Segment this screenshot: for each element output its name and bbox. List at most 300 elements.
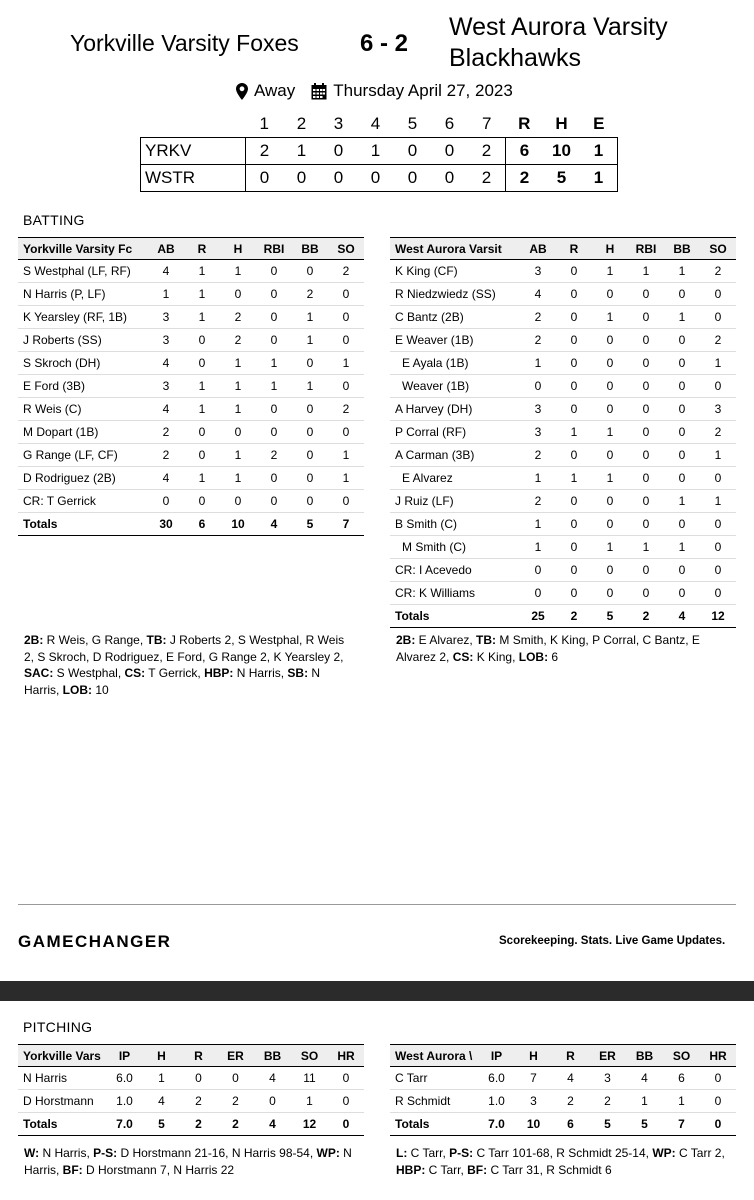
stat-column-header: RBI xyxy=(628,238,664,260)
note-value: 6 xyxy=(548,649,559,664)
stat-cell: 0 xyxy=(556,352,592,375)
stat-cell: 0 xyxy=(184,421,220,444)
batting-row xyxy=(390,352,736,375)
note-key: WP: xyxy=(316,1146,340,1160)
player-name: M Dopart (1B) xyxy=(18,421,148,444)
stat-cell: 1 xyxy=(184,467,220,490)
stat-column-header: H xyxy=(592,238,628,260)
totals-label: Totals xyxy=(390,605,520,628)
player-name: E Ford (3B) xyxy=(18,375,148,398)
team-column-header: Yorkville Varsity Fc xyxy=(18,238,148,260)
stat-cell: 0 xyxy=(556,306,592,329)
stat-cell: 6.0 xyxy=(106,1067,143,1090)
stat-cell: 1 xyxy=(256,352,292,375)
linescore-row-home xyxy=(141,138,618,165)
totals-label: Totals xyxy=(390,1113,478,1136)
stat-cell: 1 xyxy=(556,421,592,444)
pitching-header-row xyxy=(390,1045,736,1067)
game-meta xyxy=(236,81,513,101)
stat-cell: 1 xyxy=(520,352,556,375)
player-name: Weaver (1B) xyxy=(390,375,520,398)
player-name: P Corral (RF) xyxy=(390,421,520,444)
player-name: CR: K Williams xyxy=(390,582,520,605)
stat-cell: 0 xyxy=(184,444,220,467)
totals-cell: 7 xyxy=(328,513,364,536)
stat-cell: 0 xyxy=(328,421,364,444)
stat-cell: 0 xyxy=(628,444,664,467)
player-name: CR: I Acevedo xyxy=(390,559,520,582)
stat-cell: 0 xyxy=(254,1090,291,1113)
stat-cell: 1 xyxy=(700,352,736,375)
stat-cell: 0 xyxy=(556,513,592,536)
stat-cell: 0 xyxy=(556,582,592,605)
batting-row xyxy=(390,398,736,421)
stat-column-header: HR xyxy=(700,1045,736,1067)
stat-cell: 3 xyxy=(520,398,556,421)
stat-cell: 1 xyxy=(664,536,700,559)
linescore-inning: 2 xyxy=(246,138,284,165)
batting-row xyxy=(390,536,736,559)
stat-cell: 0 xyxy=(556,329,592,352)
player-name: C Bantz (2B) xyxy=(390,306,520,329)
batting-header-row xyxy=(18,238,364,260)
stat-cell: 2 xyxy=(552,1090,589,1113)
stat-cell: 0 xyxy=(328,375,364,398)
note-key: W: xyxy=(24,1146,40,1160)
totals-row xyxy=(390,605,736,628)
note-value: R Weis, G Range, xyxy=(43,633,147,647)
player-name: S Skroch (DH) xyxy=(18,352,148,375)
stat-cell: 0 xyxy=(628,306,664,329)
stat-cell: 1 xyxy=(592,467,628,490)
pitching-header-row xyxy=(18,1045,364,1067)
stat-cell: 0 xyxy=(628,559,664,582)
note-value: D Horstmann 21-16, N Harris 98-54, xyxy=(117,1146,317,1160)
player-name: K Yearsley (RF, 1B) xyxy=(18,306,148,329)
stat-column-header: SO xyxy=(663,1045,700,1067)
stat-cell: 1 xyxy=(292,306,328,329)
batting-row xyxy=(390,582,736,605)
stat-cell: 2 xyxy=(589,1090,626,1113)
player-name: B Smith (C) xyxy=(390,513,520,536)
stat-cell: 0 xyxy=(184,490,220,513)
stat-cell: 1 xyxy=(292,375,328,398)
stat-cell: 0 xyxy=(217,1067,254,1090)
note-value: C Tarr 2, xyxy=(675,1146,725,1160)
totals-cell: 25 xyxy=(520,605,556,628)
linescore-inning: 0 xyxy=(431,165,468,192)
linescore-inning: 2 xyxy=(468,165,506,192)
stat-cell: 0 xyxy=(628,375,664,398)
totals-cell: 5 xyxy=(626,1113,663,1136)
gamechanger-tagline: Scorekeeping. Stats. Live Game Updates. xyxy=(499,935,726,947)
note-value: S Westphal, xyxy=(53,666,125,680)
pitching-row xyxy=(390,1067,736,1090)
batting-row xyxy=(18,467,364,490)
location-pin-icon xyxy=(236,83,248,100)
stat-cell: 1 xyxy=(220,352,256,375)
stat-cell: 7 xyxy=(515,1067,552,1090)
stat-cell: 2 xyxy=(700,329,736,352)
hits-header: H xyxy=(555,114,568,133)
linescore-inning: 0 xyxy=(320,138,357,165)
stat-cell: 4 xyxy=(520,283,556,306)
player-name: R Niedzwiedz (SS) xyxy=(390,283,520,306)
stat-cell: 1 xyxy=(592,306,628,329)
linescore-team: WSTR xyxy=(141,165,246,192)
batting-row xyxy=(18,398,364,421)
stat-cell: 4 xyxy=(254,1067,291,1090)
stat-cell: 3 xyxy=(148,329,184,352)
note-value: C Tarr, xyxy=(425,1162,468,1177)
totals-cell: 6 xyxy=(184,513,220,536)
stat-cell: 0 xyxy=(556,398,592,421)
stat-cell: 4 xyxy=(143,1090,180,1113)
note-value: C Tarr 101-68, R Schmidt 25-14, xyxy=(473,1146,653,1160)
totals-cell: 2 xyxy=(180,1113,217,1136)
linescore-inning: 1 xyxy=(283,138,320,165)
stat-cell: 4 xyxy=(626,1067,663,1090)
stat-cell: 1 xyxy=(184,375,220,398)
totals-cell: 5 xyxy=(143,1113,180,1136)
note-key: LOB: xyxy=(518,649,549,664)
linescore-table xyxy=(140,111,618,192)
linescore-inning: 0 xyxy=(283,165,320,192)
totals-cell: 2 xyxy=(628,605,664,628)
stat-cell: 1 xyxy=(184,306,220,329)
stat-column-header: RBI xyxy=(256,238,292,260)
stat-cell: 1 xyxy=(291,1090,328,1113)
stat-cell: 3 xyxy=(148,375,184,398)
player-name: R Weis (C) xyxy=(18,398,148,421)
stat-column-header: SO xyxy=(700,238,736,260)
stat-cell: 1 xyxy=(220,398,256,421)
stat-cell: 0 xyxy=(220,283,256,306)
stat-cell: 0 xyxy=(256,306,292,329)
note-value: M Smith, K King, P Corral, C Bantz, E Alvarez 2, xyxy=(396,633,700,664)
batting-row xyxy=(18,490,364,513)
away-pitching-notes xyxy=(396,1145,736,1178)
stat-cell: 0 xyxy=(700,559,736,582)
totals-cell: 4 xyxy=(664,605,700,628)
linescore-team: YRKV xyxy=(141,138,246,165)
stat-cell: 0 xyxy=(292,352,328,375)
stat-column-header: SO xyxy=(291,1045,328,1067)
away-batting-table xyxy=(390,237,736,628)
batting-row xyxy=(18,421,364,444)
stat-cell: 1 xyxy=(592,536,628,559)
stat-cell: 0 xyxy=(700,283,736,306)
stat-cell: 0 xyxy=(148,490,184,513)
stat-column-header: AB xyxy=(520,238,556,260)
note-key: TB: xyxy=(476,633,497,647)
stat-column-header: BB xyxy=(664,238,700,260)
stat-column-header: ER xyxy=(217,1045,254,1067)
totals-cell: 10 xyxy=(515,1113,552,1136)
stat-cell: 1 xyxy=(663,1090,700,1113)
stat-cell: 2 xyxy=(256,444,292,467)
batting-row xyxy=(18,352,364,375)
stat-cell: 3 xyxy=(148,306,184,329)
stat-cell: 0 xyxy=(292,421,328,444)
batting-row xyxy=(390,559,736,582)
stat-cell: 0 xyxy=(328,283,364,306)
note-key: P-S: xyxy=(449,1146,474,1160)
stat-cell: 3 xyxy=(520,260,556,283)
totals-cell: 12 xyxy=(291,1113,328,1136)
stat-cell: 0 xyxy=(664,329,700,352)
player-name: D Rodriguez (2B) xyxy=(18,467,148,490)
stat-cell: 0 xyxy=(592,329,628,352)
stat-cell: 1.0 xyxy=(478,1090,515,1113)
linescore-inning: 0 xyxy=(246,165,284,192)
totals-label: Totals xyxy=(18,513,148,536)
totals-cell: 2 xyxy=(556,605,592,628)
batting-row xyxy=(390,306,736,329)
stat-column-header: BB xyxy=(626,1045,663,1067)
stat-cell: 0 xyxy=(328,490,364,513)
calendar-icon xyxy=(311,83,327,100)
stat-cell: 0 xyxy=(556,260,592,283)
stat-cell: 0 xyxy=(328,306,364,329)
totals-row xyxy=(390,1113,736,1136)
stat-cell: 6 xyxy=(663,1067,700,1090)
stat-cell: 0 xyxy=(628,582,664,605)
stat-cell: 0 xyxy=(592,513,628,536)
player-name: D Horstmann xyxy=(18,1090,106,1113)
note-value: C Tarr, xyxy=(407,1146,450,1160)
note-key: CS: xyxy=(124,666,146,680)
totals-cell: 5 xyxy=(592,605,628,628)
final-score: 6 - 2 xyxy=(360,30,409,57)
note-value: C Tarr 31, R Schmidt 6 xyxy=(487,1162,612,1177)
linescore-inning: 0 xyxy=(320,165,357,192)
stat-column-header: HR xyxy=(328,1045,364,1067)
stat-cell: 2 xyxy=(328,398,364,421)
page-break-band xyxy=(0,981,754,1001)
inning-3-header: 3 xyxy=(333,114,344,133)
linescore-errors: 1 xyxy=(580,138,618,165)
inning-7-header: 7 xyxy=(482,114,492,133)
note-value: 10 xyxy=(92,682,109,697)
stat-cell: 0 xyxy=(184,352,220,375)
pitching-row xyxy=(18,1090,364,1113)
stat-cell: 0 xyxy=(556,536,592,559)
team-column-header: Yorkville Vars xyxy=(18,1045,106,1067)
note-value: D Horstmann 7, N Harris 22 xyxy=(82,1162,235,1177)
stat-cell: 3 xyxy=(700,398,736,421)
stat-cell: 0 xyxy=(592,559,628,582)
stat-column-header: R xyxy=(556,238,592,260)
stat-cell: 1 xyxy=(184,398,220,421)
stat-cell: 1 xyxy=(664,490,700,513)
stat-cell: 0 xyxy=(292,467,328,490)
linescore-errors: 1 xyxy=(580,165,618,192)
player-name: E Ayala (1B) xyxy=(390,352,520,375)
team-column-header: West Aurora Varsit xyxy=(390,238,520,260)
totals-cell: 6 xyxy=(552,1113,589,1136)
stat-column-header: R xyxy=(184,238,220,260)
stat-cell: 1 xyxy=(628,260,664,283)
stat-cell: 2 xyxy=(520,490,556,513)
player-name: J Roberts (SS) xyxy=(18,329,148,352)
away-team-name: West Aurora Varsity Blackhawks xyxy=(449,13,668,72)
linescore-inning: 0 xyxy=(394,165,431,192)
player-name: R Schmidt xyxy=(390,1090,478,1113)
totals-cell: 0 xyxy=(328,1113,364,1136)
stat-cell: 1 xyxy=(328,467,364,490)
totals-cell: 10 xyxy=(220,513,256,536)
totals-cell: 5 xyxy=(292,513,328,536)
stat-cell: 0 xyxy=(628,490,664,513)
location-label: Away xyxy=(254,81,296,100)
batting-row xyxy=(18,306,364,329)
player-name: J Ruiz (LF) xyxy=(390,490,520,513)
stat-column-header: H xyxy=(515,1045,552,1067)
stat-cell: 0 xyxy=(256,283,292,306)
totals-cell: 7.0 xyxy=(106,1113,143,1136)
stat-cell: 1.0 xyxy=(106,1090,143,1113)
totals-cell: 4 xyxy=(256,513,292,536)
batting-section-title: BATTING xyxy=(23,212,85,228)
stat-cell: 4 xyxy=(148,398,184,421)
stat-cell: 1 xyxy=(592,421,628,444)
game-date: Thursday April 27, 2023 xyxy=(333,81,513,100)
stat-cell: 1 xyxy=(700,490,736,513)
stat-column-header: R xyxy=(552,1045,589,1067)
stat-cell: 0 xyxy=(700,1090,736,1113)
note-key: BF: xyxy=(62,1162,83,1177)
stat-cell: 0 xyxy=(256,329,292,352)
stat-cell: 0 xyxy=(664,467,700,490)
linescore-inning: 2 xyxy=(468,138,506,165)
stat-cell: 0 xyxy=(664,283,700,306)
stat-cell: 0 xyxy=(592,398,628,421)
player-name: E Alvarez xyxy=(390,467,520,490)
inning-1-header: 1 xyxy=(259,114,269,133)
stat-cell: 0 xyxy=(664,352,700,375)
home-pitching-table xyxy=(18,1044,364,1136)
player-name: K King (CF) xyxy=(390,260,520,283)
stat-cell: 1 xyxy=(628,536,664,559)
stat-cell: 1 xyxy=(520,467,556,490)
stat-cell: 2 xyxy=(292,283,328,306)
totals-cell: 12 xyxy=(700,605,736,628)
totals-row xyxy=(18,513,364,536)
pitching-row xyxy=(18,1067,364,1090)
stat-cell: 0 xyxy=(628,283,664,306)
stat-cell: 0 xyxy=(628,467,664,490)
gamechanger-logo: GAMECHANGER xyxy=(18,932,172,951)
totals-cell: 5 xyxy=(589,1113,626,1136)
stat-cell: 0 xyxy=(592,582,628,605)
stat-cell: 0 xyxy=(292,444,328,467)
inning-5-header: 5 xyxy=(407,114,418,133)
stat-cell: 0 xyxy=(664,513,700,536)
stat-cell: 0 xyxy=(700,536,736,559)
stat-cell: 0 xyxy=(256,490,292,513)
stat-cell: 1 xyxy=(292,329,328,352)
stat-cell: 0 xyxy=(256,398,292,421)
linescore-header-row xyxy=(141,111,618,138)
player-name: S Westphal (LF, RF) xyxy=(18,260,148,283)
stat-cell: 1 xyxy=(220,375,256,398)
linescore-runs: 2 xyxy=(506,165,544,192)
stat-cell: 0 xyxy=(292,490,328,513)
stat-cell: 2 xyxy=(328,260,364,283)
stat-cell: 2 xyxy=(148,421,184,444)
stat-cell: 4 xyxy=(148,352,184,375)
stat-cell: 0 xyxy=(184,329,220,352)
note-value: E Alvarez, xyxy=(415,633,477,647)
player-name: A Carman (3B) xyxy=(390,444,520,467)
pitching-section-title: PITCHING xyxy=(23,1019,93,1035)
stat-cell: 2 xyxy=(520,329,556,352)
player-name: N Harris xyxy=(18,1067,106,1090)
inning-6-header: 6 xyxy=(444,114,455,133)
stat-cell: 0 xyxy=(628,513,664,536)
stat-cell: 0 xyxy=(592,444,628,467)
batting-row xyxy=(18,283,364,306)
stat-cell: 0 xyxy=(664,421,700,444)
home-batting-table xyxy=(18,237,364,536)
linescore-inning: 1 xyxy=(357,138,394,165)
linescore-row-away xyxy=(141,165,618,192)
stat-cell: 1 xyxy=(220,467,256,490)
stat-cell: 0 xyxy=(664,444,700,467)
stat-cell: 0 xyxy=(256,260,292,283)
stat-cell: 2 xyxy=(520,306,556,329)
stat-cell: 0 xyxy=(700,375,736,398)
team-column-header: West Aurora \ xyxy=(390,1045,478,1067)
stat-cell: 0 xyxy=(220,490,256,513)
note-key: WP: xyxy=(652,1146,676,1160)
pitching-row xyxy=(390,1090,736,1113)
stat-cell: 1 xyxy=(520,536,556,559)
batting-row xyxy=(390,375,736,398)
note-value: N Harris, xyxy=(39,1146,94,1160)
stat-cell: 0 xyxy=(256,421,292,444)
totals-row xyxy=(18,1113,364,1136)
note-key: LOB: xyxy=(62,682,92,697)
stat-cell: 4 xyxy=(148,260,184,283)
stat-cell: 2 xyxy=(180,1090,217,1113)
stat-cell: 1 xyxy=(148,283,184,306)
stat-cell: 0 xyxy=(592,375,628,398)
batting-row xyxy=(390,283,736,306)
stat-cell: 0 xyxy=(664,559,700,582)
linescore-inning: 0 xyxy=(431,138,468,165)
stat-cell: 4 xyxy=(148,467,184,490)
stat-cell: 0 xyxy=(592,283,628,306)
stat-cell: 3 xyxy=(515,1090,552,1113)
inning-2-header: 2 xyxy=(296,114,307,133)
player-name: G Range (LF, CF) xyxy=(18,444,148,467)
stat-cell: 1 xyxy=(626,1090,663,1113)
player-name: E Weaver (1B) xyxy=(390,329,520,352)
stat-cell: 2 xyxy=(700,421,736,444)
stat-column-header: H xyxy=(143,1045,180,1067)
stat-cell: 1 xyxy=(700,444,736,467)
note-value: K King, xyxy=(473,649,519,664)
linescore-hits: 10 xyxy=(543,138,580,165)
stat-cell: 2 xyxy=(700,260,736,283)
linescore-inning: 0 xyxy=(394,138,431,165)
stat-cell: 0 xyxy=(180,1067,217,1090)
away-batting-notes xyxy=(396,632,736,665)
totals-cell: 4 xyxy=(254,1113,291,1136)
batting-row xyxy=(18,375,364,398)
